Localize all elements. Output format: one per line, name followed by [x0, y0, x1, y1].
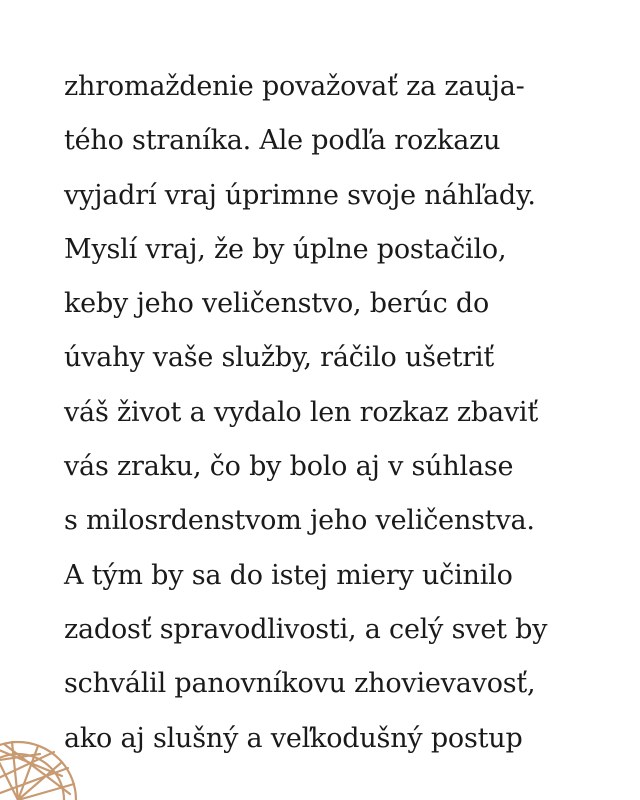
text-line: schválil panovníkovu zhovievavosť,	[64, 668, 536, 700]
text-line: Myslí vraj, že by úplne postačilo,	[64, 233, 507, 265]
text-line: úvahy vaše služby, ráčilo ušetriť	[64, 342, 495, 374]
text-line: ako aj slušný a veľkodušný postup	[64, 722, 523, 754]
body-text	[64, 60, 624, 766]
text-line: A tým by sa do istej miery učinilo	[64, 559, 513, 591]
text-line: tého straníka. Ale podľa rozkazu	[64, 125, 501, 157]
text-line: váš život a vydalo len rozkaz zbaviť	[64, 396, 539, 428]
text-line: zhromaždenie považovať za zauja-	[64, 71, 525, 102]
text-line: s milosrdenstvom jeho veličenstva.	[64, 505, 535, 537]
text-line: vyjadrí vraj úprimne svoje náhľady.	[64, 179, 536, 211]
text-line: keby jeho veličenstvo, berúc do	[64, 288, 490, 320]
text-line: zadosť spravodlivosti, a celý svet by	[64, 613, 548, 645]
text-line: vás zraku, čo by bolo aj v súhlase	[64, 451, 514, 483]
compass-rose-ornament-icon	[0, 718, 90, 800]
